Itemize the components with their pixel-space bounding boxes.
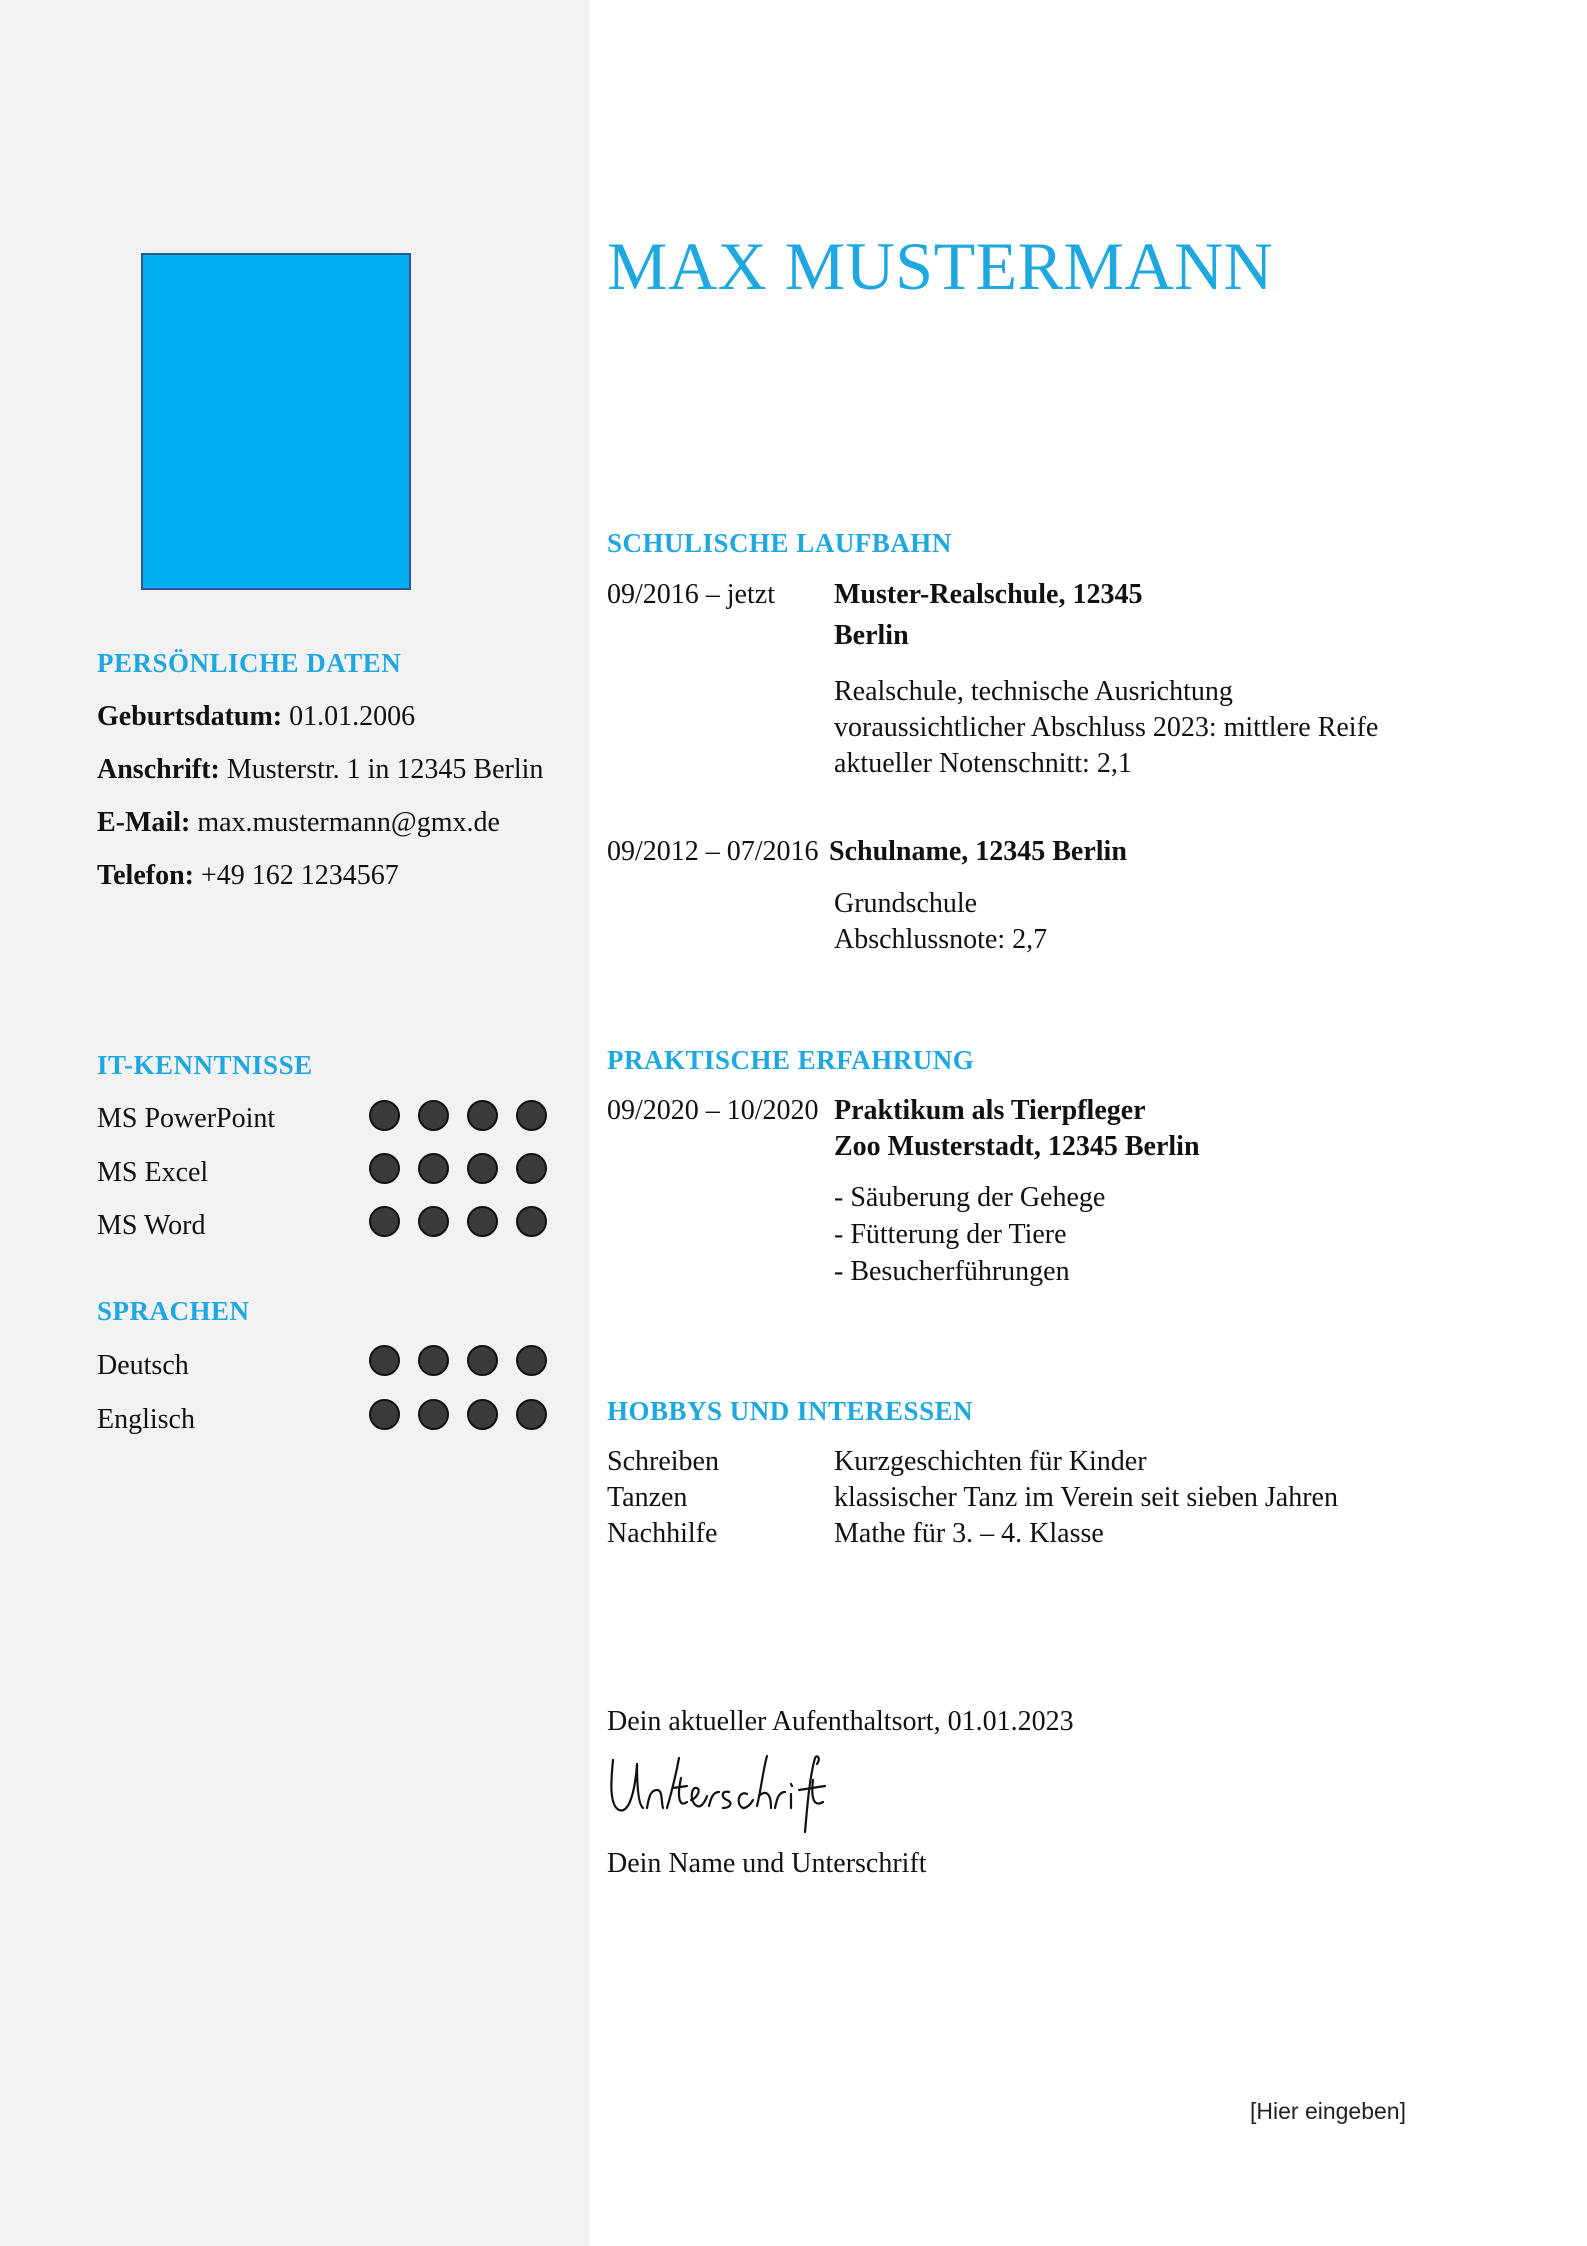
practice-entry-date: 09/2020 – 10/2020: [607, 1095, 819, 1126]
rating-dot: [516, 1206, 547, 1237]
hobby-value: Kurzgeschichten für Kinder: [834, 1446, 1147, 1477]
personal-data-heading: PERSÖNLICHE DATEN: [97, 648, 402, 678]
hobby-label: Tanzen: [607, 1482, 688, 1513]
birthdate-value: 01.01.2006: [289, 701, 416, 732]
it-skill-name: MS PowerPoint: [97, 1103, 276, 1134]
rating-dot: [516, 1153, 547, 1184]
rating-dot: [467, 1100, 498, 1131]
school-entry-detail: aktueller Notenschnitt: 2,1: [834, 748, 1132, 779]
it-skill-name: MS Word: [97, 1210, 206, 1241]
practice-entry-title: Praktikum als Tierpfleger: [834, 1095, 1146, 1126]
school-entry-title: Schulname, 12345 Berlin: [829, 836, 1127, 867]
school-entry-date: 09/2016 – jetzt: [607, 579, 775, 610]
profile-photo-placeholder: [141, 253, 411, 590]
it-skill-rating: [369, 1100, 547, 1131]
school-entry-detail: Realschule, technische Ausrichtung: [834, 676, 1233, 707]
rating-dot: [369, 1153, 400, 1184]
school-entry-detail: Abschlussnote: 2,7: [834, 924, 1048, 955]
school-entry-detail: Grundschule: [834, 888, 978, 919]
phone-label: Telefon:: [97, 860, 194, 891]
phone-value: +49 162 1234567: [200, 860, 399, 891]
rating-dot: [418, 1206, 449, 1237]
rating-dot: [516, 1399, 547, 1430]
school-entry-title-cont: Berlin: [834, 620, 909, 651]
it-skill-name: MS Excel: [97, 1157, 209, 1188]
it-skill-rating: [369, 1153, 547, 1184]
rating-dot: [467, 1206, 498, 1237]
language-name: Deutsch: [97, 1350, 189, 1381]
phone-row: [97, 862, 399, 890]
rating-dot: [418, 1100, 449, 1131]
address-label: Anschrift:: [97, 754, 220, 785]
rating-dot: [467, 1345, 498, 1376]
address-row: [97, 756, 543, 784]
rating-dot: [418, 1399, 449, 1430]
rating-dot: [516, 1345, 547, 1376]
language-rating: [369, 1345, 547, 1376]
hobby-label: Schreiben: [607, 1446, 719, 1477]
address-value: Musterstr. 1 in 12345 Berlin: [226, 754, 544, 785]
signature-caption: Dein Name und Unterschrift: [607, 1848, 927, 1879]
languages-heading: SPRACHEN: [97, 1296, 250, 1326]
practice-heading: PRAKTISCHE ERFAHRUNG: [607, 1045, 975, 1075]
school-heading: SCHULISCHE LAUFBAHN: [607, 528, 952, 558]
hobby-label: Nachhilfe: [607, 1518, 718, 1549]
school-entry-date: 09/2012 – 07/2016: [607, 836, 819, 867]
rating-dot: [467, 1153, 498, 1184]
birthdate-label: Geburtsdatum:: [97, 701, 283, 732]
hobby-value: Mathe für 3. – 4. Klasse: [834, 1518, 1104, 1549]
practice-entry-subtitle: Zoo Musterstadt, 12345 Berlin: [834, 1131, 1200, 1162]
rating-dot: [418, 1153, 449, 1184]
rating-dot: [369, 1345, 400, 1376]
school-entry-detail: voraussichtlicher Abschluss 2023: mittlere Reife: [834, 712, 1379, 743]
rating-dot: [369, 1206, 400, 1237]
footer-placeholder[interactable]: [Hier eingeben]: [1250, 2098, 1406, 2124]
email-row: [97, 809, 500, 837]
it-skills-heading: IT-KENNTNISSE: [97, 1050, 313, 1080]
rating-dot: [418, 1345, 449, 1376]
hobbies-heading: HOBBYS UND INTERESSEN: [607, 1396, 974, 1426]
language-rating: [369, 1399, 547, 1430]
email-value: max.mustermann@gmx.de: [197, 807, 500, 838]
practice-entry-detail: - Säuberung der Gehege: [834, 1182, 1106, 1213]
school-entry-title: Muster-Realschule, 12345: [834, 579, 1143, 610]
email-label: E-Mail:: [97, 807, 191, 838]
birthdate-row: [97, 703, 415, 731]
place-date: Dein aktueller Aufenthaltsort, 01.01.2023: [607, 1706, 1074, 1737]
rating-dot: [516, 1100, 547, 1131]
hobby-value: klassischer Tanz im Verein seit sieben Jahren: [834, 1482, 1338, 1513]
rating-dot: [369, 1100, 400, 1131]
practice-entry-detail: - Fütterung der Tiere: [834, 1219, 1067, 1250]
language-name: Englisch: [97, 1404, 195, 1435]
signature: [607, 1750, 827, 1835]
page-title: MAX MUSTERMANN: [607, 228, 1274, 304]
rating-dot: [369, 1399, 400, 1430]
practice-entry-detail: - Besucherführungen: [834, 1256, 1070, 1287]
it-skill-rating: [369, 1206, 547, 1237]
rating-dot: [467, 1399, 498, 1430]
